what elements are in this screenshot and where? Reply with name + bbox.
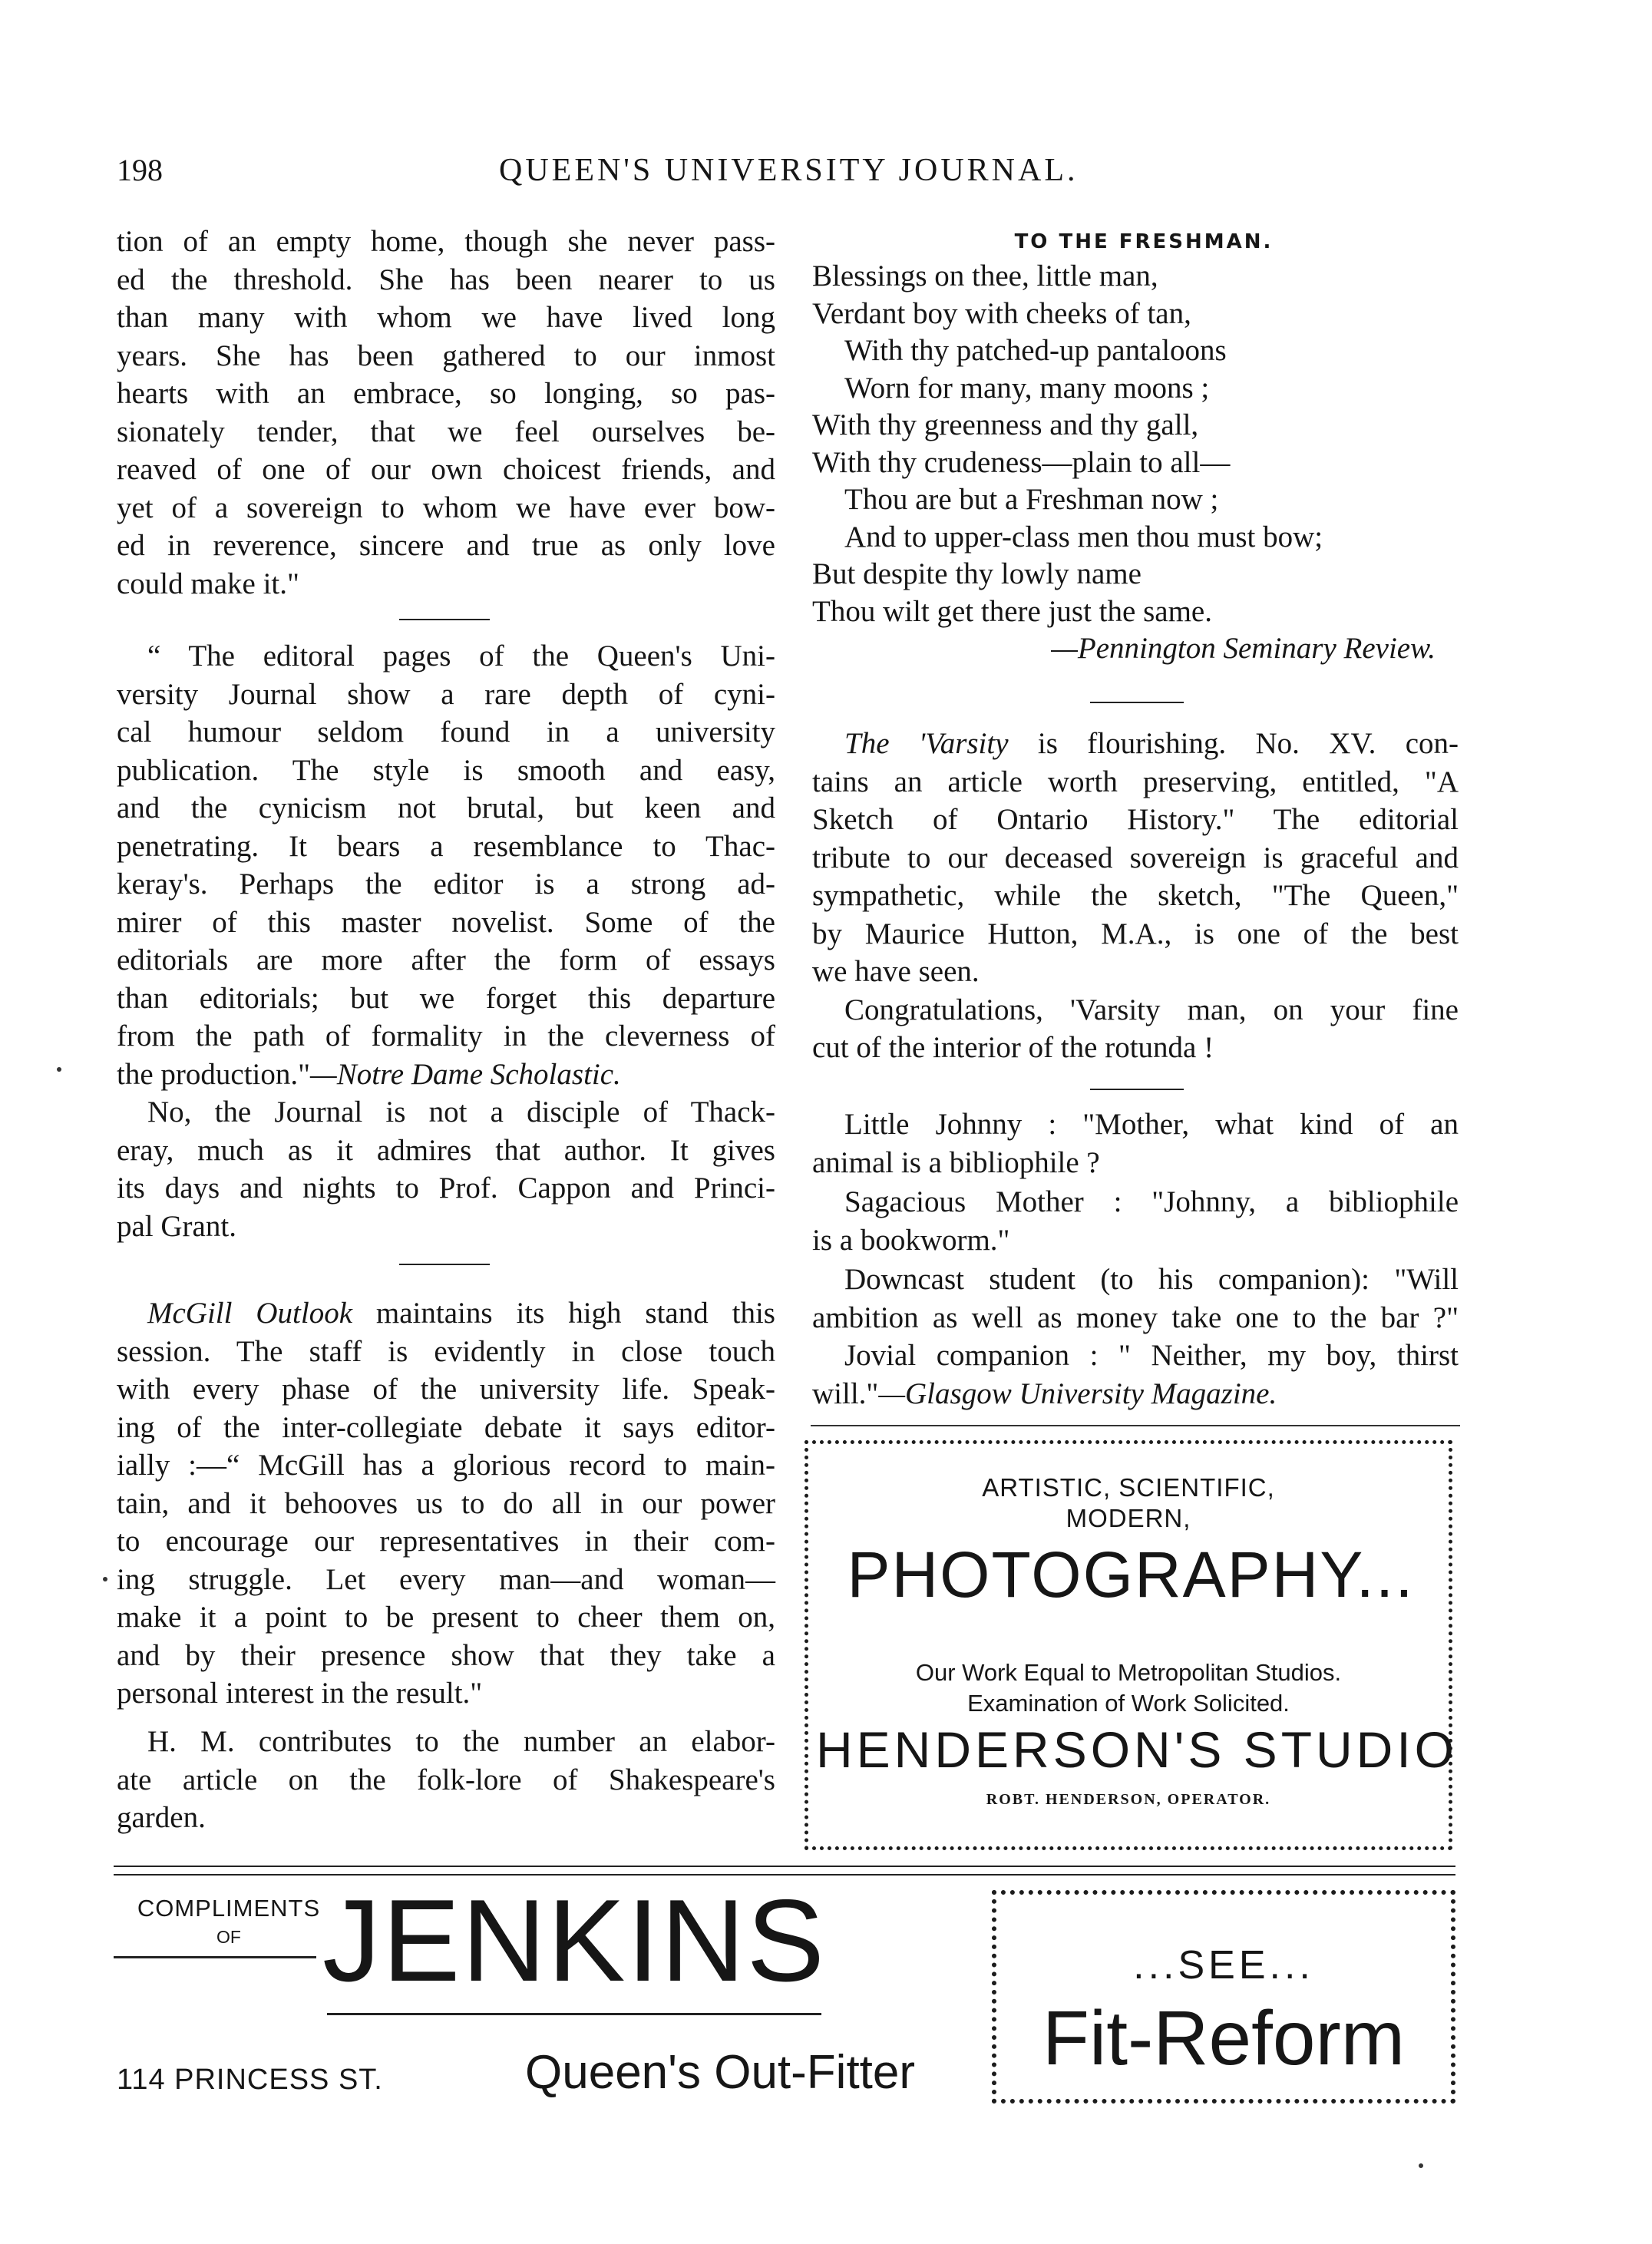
text-line: garden.	[117, 1801, 206, 1834]
text-line: tains an article worth preserving, entitled, "A	[812, 765, 1459, 798]
text-line: yet of a sovereign to whom we have ever bow-	[117, 491, 775, 524]
left-paragraph-journal-reply	[117, 1093, 775, 1245]
text-line: by Maurice Hutton, M.A., is one of the best	[812, 917, 1459, 950]
page-number: 198	[117, 153, 163, 187]
text-line: tain, and it behooves us to do all in our power	[117, 1486, 775, 1520]
left-paragraph-mcgill	[117, 1294, 775, 1713]
text-fragment: will."	[812, 1376, 879, 1410]
ad-underline	[327, 2013, 821, 2015]
section-divider	[1090, 1089, 1184, 1090]
left-paragraph-notre-dame	[117, 637, 775, 1093]
text-line: Jovial companion : " Neither, my boy, thirst	[844, 1339, 1459, 1372]
ad-operator: ROBT. HENDERSON, OPERATOR.	[986, 1791, 1271, 1808]
poem-line: Worn for many, many moons ;	[844, 371, 1210, 405]
text-line: make it a point to be present to cheer them on,	[117, 1601, 775, 1634]
text-line: Sagacious Mother : "Johnny, a bibliophile	[844, 1185, 1459, 1218]
ad-studio-name: HENDERSON'S STUDIO	[816, 1721, 1459, 1778]
poem-line: Blessings on thee, little man,	[812, 259, 1158, 292]
text-line: from the path of formality in the cleverness of	[117, 1020, 775, 1053]
ad-line-modern: MODERN,	[1066, 1504, 1191, 1532]
text-line: mirer of this master novelist. Some of the	[117, 905, 775, 939]
text-line	[812, 725, 1459, 763]
poem	[812, 258, 1459, 668]
text-line: session. The staff is evidently in close touch	[117, 1334, 775, 1368]
text-line: tion of an empty home, though she never pass-	[117, 225, 775, 258]
section-divider	[399, 1264, 490, 1265]
text-line: than many with whom we have lived long	[117, 301, 775, 334]
poem-line: With thy crudeness—plain to all—	[812, 445, 1231, 479]
text-line: Little Johnny : "Mother, what kind of an	[844, 1108, 1459, 1141]
poem-title: TO THE FRESHMAN.	[1014, 230, 1274, 253]
scan-speck	[103, 1577, 107, 1581]
ad-line-artistic: ARTISTIC, SCIENTIFIC,	[982, 1473, 1275, 1502]
text-line: and by their presence show that they take a	[117, 1638, 775, 1672]
text-line: ing struggle. Let every man—and woman—	[117, 1562, 775, 1596]
text-line: sympathetic, while the sketch, "The Queen,"	[812, 879, 1459, 912]
poem-line: With thy patched-up pantaloons	[844, 334, 1227, 367]
text-line: sionately tender, that we feel ourselves be-	[117, 415, 775, 448]
text-line: could make it."	[117, 567, 299, 600]
text-line: No, the Journal is not a disciple of Thack-	[147, 1096, 775, 1129]
column-rule	[811, 1425, 1460, 1426]
section-divider	[1090, 702, 1184, 703]
text-line: ambition as well as money take one to the bar ?"	[812, 1300, 1459, 1334]
poem-line: With thy greenness and thy gall,	[812, 408, 1199, 441]
text-line: ed in reverence, sincere and true as only love	[117, 529, 775, 562]
text-line: keray's. Perhaps the editor is a strong ad-	[117, 868, 775, 901]
text-line: editorials are more after the form of essays	[117, 944, 775, 977]
ad-of: OF	[216, 1927, 241, 1947]
ad-tagline-outfitter: Queen's Out-Fitter	[525, 2046, 916, 2099]
ad-tagline: Our Work Equal to Metropolitan Studios.	[915, 1659, 1342, 1686]
text-line: than editorials; but we forget this departure	[117, 981, 775, 1015]
ad-tagline: Examination of Work Solicited.	[967, 1690, 1290, 1717]
journal-title: QUEEN'S UNIVERSITY JOURNAL.	[499, 153, 1079, 188]
fit-reform-ad	[992, 1890, 1455, 2104]
text-line: with every phase of the university life. Speak-	[117, 1373, 775, 1406]
ad-fit-reform-brand: Fit-Reform	[1042, 1995, 1406, 2081]
ad-headline-photography: PHOTOGRAPHY...	[847, 1538, 1415, 1611]
text-line: eray, much as it admires that author. It gives	[117, 1133, 775, 1167]
text-line: ate article on the folk-lore of Shakespeare's	[117, 1763, 775, 1796]
poem-line: Verdant boy with cheeks of tan,	[812, 296, 1191, 330]
ad-jenkins-name: JENKINS	[322, 1876, 826, 2006]
text-line	[117, 1294, 775, 1333]
text-line: pal Grant.	[117, 1209, 236, 1243]
text-line: is a bookworm."	[812, 1223, 1010, 1257]
text-line: Downcast student (to his companion): "Will	[844, 1263, 1459, 1296]
text-line: ed the threshold. She has been nearer to us	[117, 263, 775, 296]
text-line: versity Journal show a rare depth of cyni-	[117, 677, 775, 711]
text-line: hearts with an embrace, so longing, so pas-	[117, 377, 775, 410]
text-line: years. She has been gathered to our inmost	[117, 339, 775, 372]
poem-line: And to upper-class men thou must bow;	[844, 520, 1323, 554]
publication-name: The 'Varsity	[844, 727, 1009, 760]
text-line: cal humour seldom found in a university	[117, 716, 775, 749]
scan-speck	[1419, 2163, 1423, 2168]
text-line: ially :—“ McGill has a glorious record to main-	[117, 1449, 775, 1482]
text-line: cut of the interior of the rotunda !	[812, 1031, 1214, 1064]
ad-compliments: COMPLIMENTS	[137, 1895, 321, 1922]
text-line: penetrating. It bears a resemblance to Thac-	[117, 829, 775, 863]
footer-double-rule	[114, 1866, 1455, 1876]
ad-see: ...SEE...	[1133, 1943, 1314, 1988]
text-line: personal interest in the result."	[117, 1677, 483, 1710]
quote-end: the production."	[117, 1057, 311, 1091]
text-line	[812, 1375, 1459, 1413]
text-line: H. M. contributes to the number an elabor-	[147, 1725, 775, 1758]
photography-ad	[805, 1440, 1459, 1850]
text-line: animal is a bibliophile ?	[812, 1145, 1100, 1179]
right-paragraph-varsity	[812, 725, 1459, 1067]
left-paragraph-hm	[117, 1723, 775, 1837]
ad-underline	[114, 1956, 316, 1958]
text-line: and the cynicism not brutal, but keen and	[117, 792, 775, 825]
right-jokes	[812, 1105, 1459, 1413]
ad-address: 114 PRINCESS ST.	[117, 2064, 383, 2096]
text-line: “ The editoral pages of the Queen's Uni-	[147, 639, 775, 673]
scan-speck	[57, 1067, 61, 1072]
text-line: its days and nights to Prof. Cappon and Princi-	[117, 1172, 775, 1205]
text-line: to encourage our representatives in their com-	[117, 1525, 775, 1558]
poem-line: Thou are but a Freshman now ;	[844, 483, 1219, 516]
text-line: publication. The style is smooth and easy,	[117, 753, 775, 787]
poem-line: But despite thy lowly name	[812, 557, 1142, 590]
text-fragment: maintains its high stand this	[352, 1297, 775, 1330]
text-fragment: is flourishing. No. XV. con-	[1008, 727, 1459, 760]
text-line: we have seen.	[812, 955, 980, 988]
text-line: Congratulations, 'Varsity man, on your fine	[844, 993, 1459, 1026]
quote-source: —Notre Dame Scholastic.	[310, 1057, 621, 1091]
text-line: reaved of one of our own choicest friends, and	[117, 453, 775, 486]
section-divider	[399, 619, 490, 620]
text-line: ing of the inter-collegiate debate it says editor-	[117, 1410, 775, 1444]
text-line: Sketch of Ontario History." The editorial	[812, 803, 1459, 836]
text-line	[117, 1056, 775, 1094]
poem-source: —Pennington Seminary Review.	[1051, 632, 1436, 665]
left-paragraph-obituary	[117, 223, 775, 603]
quote-source: —Glasgow University Magazine.	[878, 1376, 1277, 1410]
poem-line: Thou wilt get there just the same.	[812, 594, 1212, 628]
publication-name: McGill Outlook	[147, 1297, 353, 1330]
text-line: tribute to our deceased sovereign is graceful and	[812, 841, 1459, 874]
